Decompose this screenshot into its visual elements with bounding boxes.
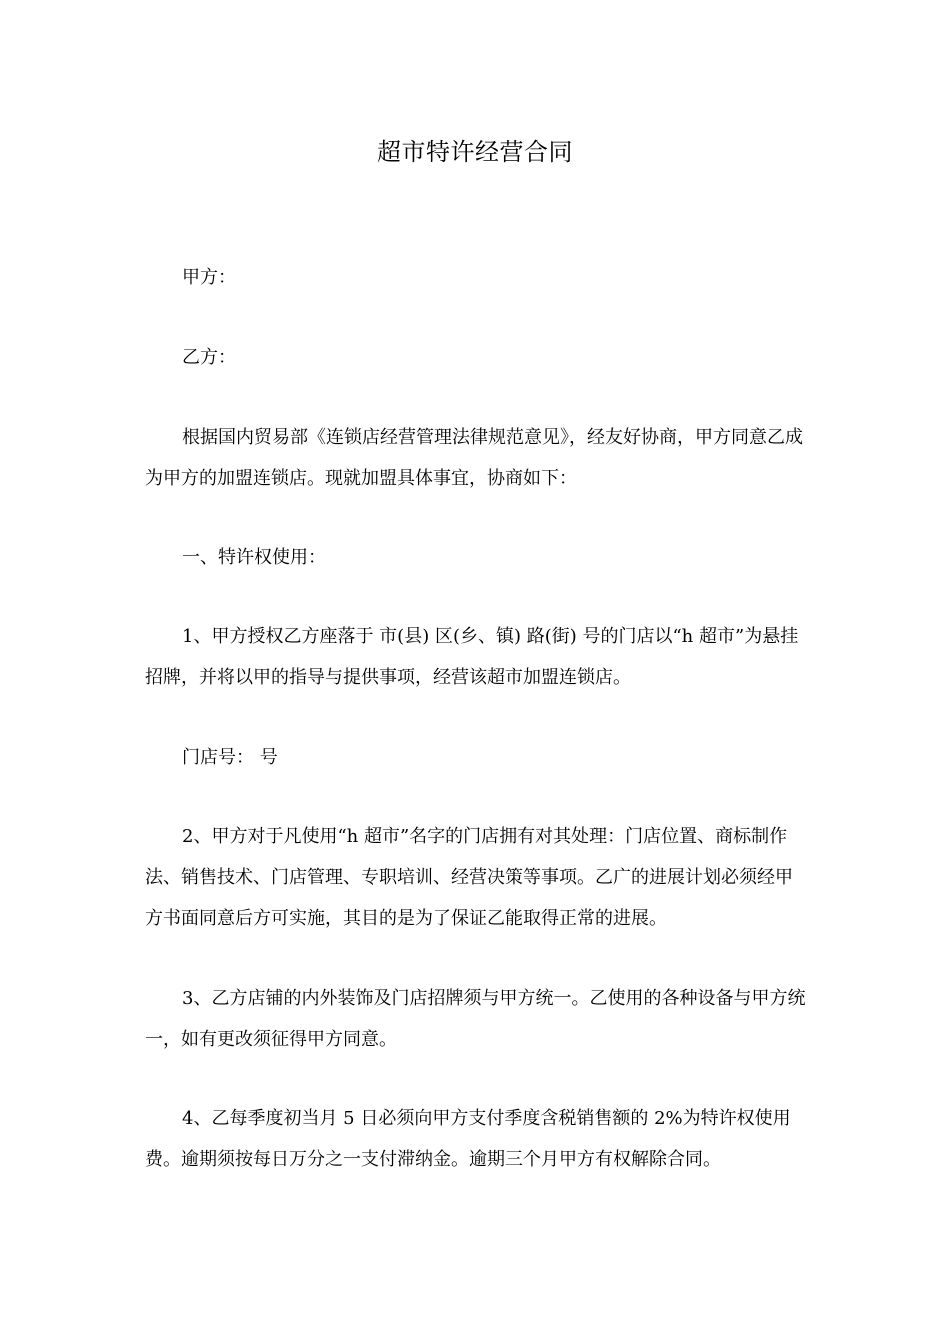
party-a-line: 甲方： — [182, 267, 236, 288]
intro-paragraph: 根据国内贸易部《连锁店经营管理法律规范意见》，经友好协商，甲方同意乙成为甲方的加盟连锁店。现就加盟具体事宜，协商如下： — [145, 427, 803, 489]
clause-2-paragraph: 2、甲方对于凡使用“h 超市”名字的门店拥有对其处理：门店位置、商标制作法、销售技术、门店管理、专职培训、经营决策等事项。乙广的进展计划必须经甲方书面同意后方可实施，其目的是为了保证乙能取得正常的进展。 — [145, 826, 793, 929]
clause-1-paragraph: 1、甲方授权乙方座落于 市(县) 区(乡、镇) 路(街) 号的门店以“h 超市”为悬挂招牌，并将以甲的指导与提供事项，经营该超市加盟连锁店。 — [145, 626, 799, 688]
clause-3-paragraph: 3、乙方店铺的内外装饰及门店招牌须与甲方统一。乙使用的各种设备与甲方统一，如有更改须征得甲方同意。 — [145, 988, 806, 1050]
section-1-heading: 一、特许权使用： — [182, 547, 326, 568]
document-title: 超市特许经营合同 — [377, 138, 573, 166]
clause-4-paragraph: 4、乙每季度初当月 5 日必须向甲方支付季度含税销售额的 2%为特许权使用费。逾期须按每日万分之一支付滞纳金。逾期三个月甲方有权解除合同。 — [145, 1108, 791, 1170]
party-b-line: 乙方： — [182, 347, 236, 368]
store-number-line: 门店号： 号 — [182, 747, 278, 768]
